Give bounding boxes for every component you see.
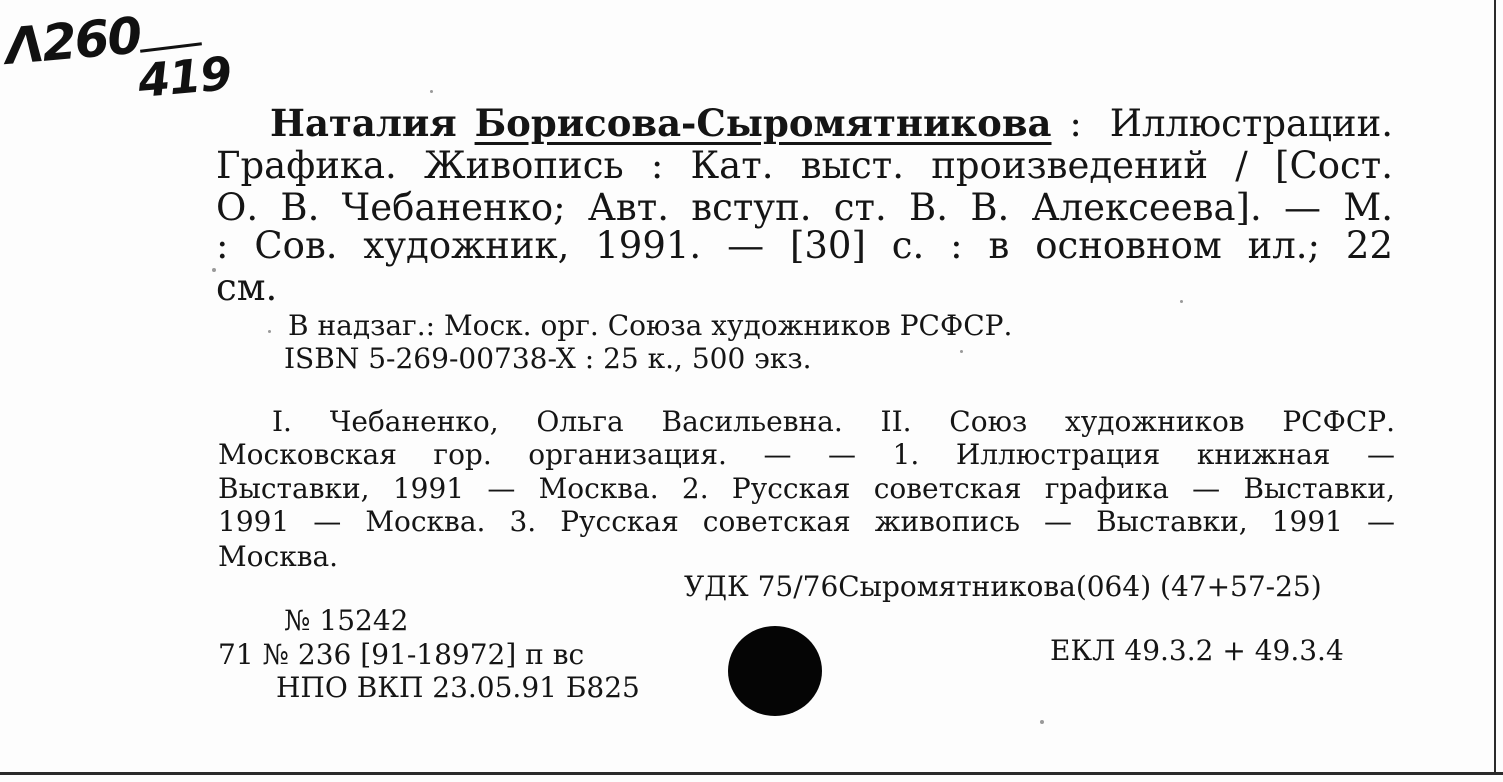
entry-title-line-1 — [270, 101, 1393, 145]
publisher-line: НПО ВКП 23.05.91 Б825 — [276, 671, 640, 704]
handwritten-shelf-fraction: 419 — [135, 46, 234, 108]
author-first-name: Наталия — [270, 101, 457, 145]
entry-title-line-3: О. В. Чебаненко; Авт. вступ. ст. В. В. Алексеева]. — М. — [216, 186, 1393, 229]
entry-title-line-4: : Сов. художник, 1991. — [30] с. : в основном ил.; 22 — [216, 224, 1393, 267]
card-bottom-edge — [0, 772, 1503, 775]
ekl-code: ЕКЛ 49.3.2 + 49.3.4 — [1050, 634, 1344, 667]
udk-code: УДК 75/76Сыромятникова(064) (47+57-25) — [684, 570, 1322, 603]
scan-speck — [268, 330, 271, 333]
handwritten-shelf-number: Λ260 — [2, 6, 143, 76]
title-start: : Иллюстрации. — [1069, 102, 1393, 145]
scan-speck — [960, 350, 963, 353]
subject-line-3: Выставки, 1991 — Москва. 2. Русская советская графика — Выставки, — [218, 472, 1395, 505]
scan-speck — [1040, 720, 1044, 724]
print-line: 71 № 236 [91-18972] п вс — [218, 638, 585, 671]
scan-speck — [430, 90, 433, 93]
record-number: № 15242 — [284, 604, 409, 637]
scan-speck — [1180, 300, 1183, 303]
author-last-name: Борисова-Сыромятникова — [474, 101, 1052, 145]
subject-line-5: Москва. — [218, 540, 339, 573]
card-right-edge — [1494, 0, 1496, 775]
entry-title-line-5: см. — [216, 266, 278, 309]
subject-line-4: 1991 — Москва. 3. Русская советская живопись — Выставки, 1991 — — [218, 505, 1395, 538]
subject-line-1: I. Чебаненко, Ольга Васильевна. II. Союз художников РСФСР. — [272, 405, 1395, 438]
ink-blot — [728, 626, 822, 716]
subject-line-2: Московская гор. организация. — — 1. Иллюстрация книжная — — [218, 438, 1395, 471]
note-line-isbn: ISBN 5-269-00738-X : 25 к., 500 экз. — [284, 342, 812, 375]
note-line-heading: В надзаг.: Моск. орг. Союза художников РСФСР. — [288, 309, 1013, 342]
entry-title-line-2: Графика. Живопись : Кат. выст. произведений / [Сост. — [216, 144, 1393, 187]
